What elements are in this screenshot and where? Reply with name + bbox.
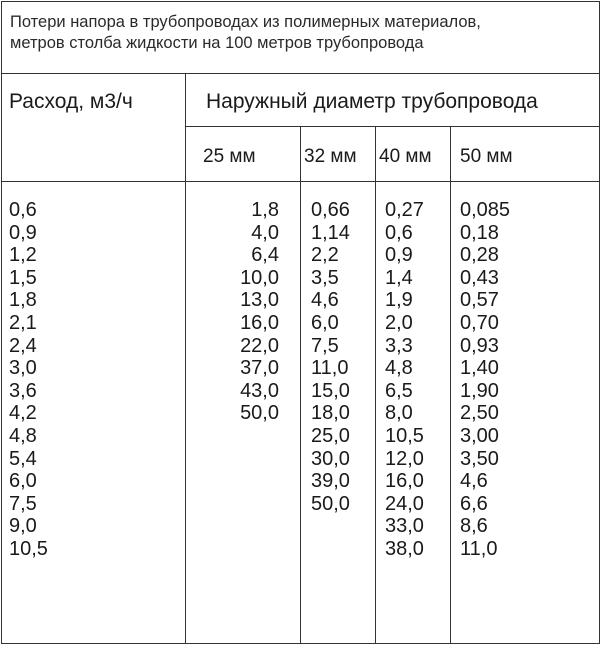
table-cell: 38,0 (385, 537, 424, 560)
table-cell: 4,0 (251, 221, 279, 244)
table-cell: 1,90 (460, 379, 499, 402)
table-cell: 7,5 (311, 334, 339, 357)
table-cell: 33,0 (385, 515, 424, 538)
table-cell: 3,5 (311, 266, 339, 289)
table-cell: 1,8 (251, 199, 279, 221)
table-cell: 43,0 (240, 379, 279, 402)
flow-column (9, 199, 48, 561)
table-cell: 1,8 (9, 289, 37, 312)
table-cell: 37,0 (240, 357, 279, 380)
table-cell: 2,2 (311, 244, 339, 267)
table-cell: 3,3 (385, 334, 413, 357)
table-cell: 4,8 (385, 357, 413, 380)
table-cell: 4,6 (460, 470, 488, 493)
table-cell: 0,70 (460, 311, 499, 334)
caption-line-2: метров столба жидкости на 100 метров трубопровода (10, 34, 424, 52)
d32-header: 32 мм (304, 146, 357, 167)
table-cell: 0,93 (460, 334, 499, 357)
table-cell: 12,0 (385, 447, 424, 470)
table-cell: 0,27 (385, 199, 424, 221)
table-cell: 0,085 (460, 199, 511, 221)
table-cell: 50,0 (240, 402, 279, 425)
table-cell: 10,0 (240, 266, 279, 289)
table-cell: 3,6 (9, 379, 37, 402)
table-cell: 1,9 (385, 289, 413, 312)
table-cell: 0,66 (311, 199, 350, 221)
table-cell: 0,28 (460, 244, 499, 267)
d25-header: 25 мм (203, 146, 256, 167)
table-cell: 2,50 (460, 402, 499, 425)
table-cell: 10,5 (9, 537, 48, 560)
table-cell: 50,0 (311, 492, 350, 515)
table-cell: 6,4 (251, 244, 279, 267)
table-cell: 7,5 (9, 492, 37, 515)
d40-column-divider (450, 126, 451, 644)
table-cell: 22,0 (240, 334, 279, 357)
table-cell: 0,6 (9, 199, 37, 221)
flow-column-divider (185, 73, 186, 644)
table-cell: 0,18 (460, 221, 499, 244)
d32-column-divider (375, 126, 376, 644)
d25-column-divider (300, 126, 301, 644)
table-cell: 15,0 (311, 379, 350, 402)
d50-column (460, 199, 510, 561)
caption-line-1: Потери напора в трубопроводах из полимерных материалов, (10, 13, 481, 31)
flow-header: Расход, м3/ч (9, 90, 133, 113)
table-cell: 6,6 (460, 492, 488, 515)
table-cell: 3,50 (460, 447, 499, 470)
caption-divider (1, 73, 600, 74)
table-cell: 10,5 (385, 424, 424, 447)
table-cell: 16,0 (240, 311, 279, 334)
table-cell: 0,57 (460, 289, 499, 312)
table-cell: 0,43 (460, 266, 499, 289)
table-cell: 24,0 (385, 492, 424, 515)
table-cell: 1,14 (311, 221, 350, 244)
table-cell: 6,0 (311, 311, 339, 334)
table-caption (10, 12, 595, 54)
table-cell: 5,4 (9, 447, 37, 470)
table-cell: 1,40 (460, 357, 499, 380)
table-cell: 30,0 (311, 447, 350, 470)
table-cell: 1,2 (9, 244, 37, 267)
diameter-header-divider (185, 126, 600, 127)
table-cell: 4,8 (9, 424, 37, 447)
table-cell: 4,2 (9, 402, 37, 425)
table-cell: 4,6 (311, 289, 339, 312)
table-cell: 0,6 (385, 221, 413, 244)
table-cell: 3,0 (9, 357, 37, 380)
d50-header: 50 мм (460, 146, 513, 167)
d40-header: 40 мм (379, 146, 432, 167)
table-cell: 13,0 (240, 289, 279, 312)
table-cell: 18,0 (311, 402, 350, 425)
diameter-header: Наружный диаметр трубопровода (206, 90, 538, 113)
table-cell: 6,0 (9, 470, 37, 493)
d32-column (311, 199, 350, 515)
table-cell: 1,5 (9, 266, 37, 289)
table-cell: 39,0 (311, 470, 350, 493)
table-cell: 16,0 (385, 470, 424, 493)
table-cell: 25,0 (311, 424, 350, 447)
table-cell: 2,1 (9, 311, 37, 334)
table-cell: 2,0 (385, 311, 413, 334)
d25-column (200, 199, 279, 425)
table-cell: 0,9 (385, 244, 413, 267)
table-cell: 6,5 (385, 379, 413, 402)
table-cell: 8,0 (385, 402, 413, 425)
d40-column (385, 199, 424, 561)
table-cell: 9,0 (9, 515, 37, 538)
table-cell: 3,00 (460, 424, 499, 447)
table-cell: 2,4 (9, 334, 37, 357)
table-cell: 8,6 (460, 515, 488, 538)
table-cell: 11,0 (311, 357, 349, 380)
table-cell: 1,4 (385, 266, 413, 289)
table-cell: 11,0 (460, 537, 498, 560)
table-cell: 0,9 (9, 221, 37, 244)
